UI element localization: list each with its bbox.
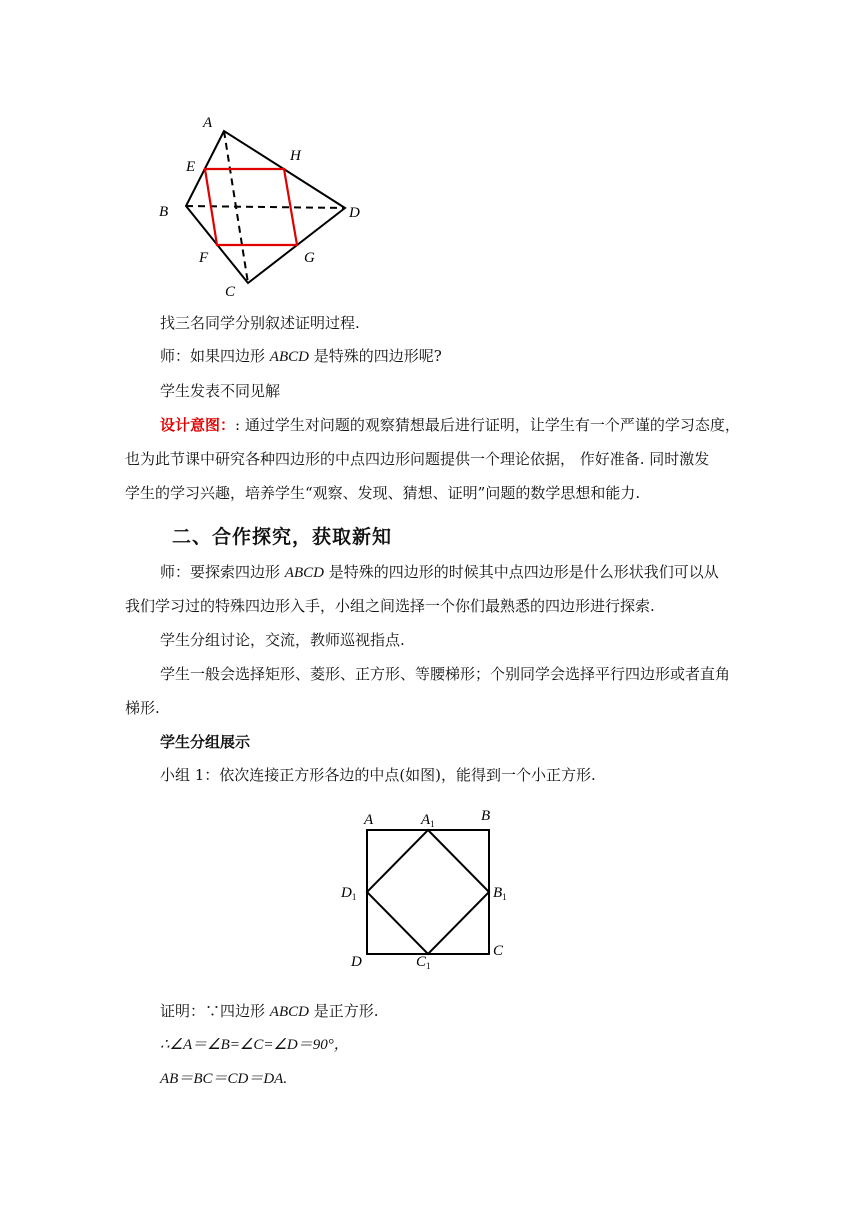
- label-c: C: [493, 943, 504, 959]
- label-f: F: [199, 250, 209, 266]
- square-midpoint-figure: [335, 805, 525, 975]
- quad-name: ABCD: [269, 349, 309, 365]
- paragraph-teacher-question: [160, 346, 442, 367]
- paragraph-group-discussion: 学生分组讨论，交流，教师巡视指点.: [160, 631, 405, 649]
- label-a: A: [203, 115, 213, 131]
- label-b1: [493, 885, 507, 902]
- paragraph-choice-line1: 学生一般会选择矩形、菱形、正方形、等腰梯形；个别同学会选择平行四边形或者直角: [160, 665, 731, 683]
- proof-line1: [160, 1001, 379, 1022]
- label-c: C: [225, 284, 236, 300]
- proof-prefix: 证明：∵四边形: [160, 1002, 270, 1020]
- teacher-explore-line2: 我们学习过的特殊四边形入手，小组之间选择一个你们最熟悉的四边形进行探索.: [125, 597, 655, 615]
- label-e: E: [186, 159, 196, 175]
- teacher-explore-line1: [160, 562, 719, 583]
- label-c1-sub: 1: [426, 961, 431, 971]
- paragraph-proof-call: 找三名同学分别叙述证明过程.: [160, 314, 360, 332]
- label-d1-main: D: [341, 885, 352, 901]
- paragraph-choice-line2: 梯形.: [125, 699, 160, 717]
- proof-line2: ∴∠A＝∠B=∠C=∠D＝90°，: [160, 1037, 349, 1053]
- paragraph-student-views: 学生发表不同见解: [160, 382, 281, 400]
- label-a1-sub: 1: [430, 819, 435, 829]
- label-d1-sub: 1: [351, 892, 357, 902]
- teacher-explore-prefix: 师：要探索四边形: [160, 563, 285, 581]
- label-d: D: [351, 954, 362, 970]
- quadrilateral-midpoint-figure: [150, 105, 380, 305]
- label-b: B: [481, 808, 491, 824]
- label-c1: [416, 954, 431, 971]
- design-intent-line1: [160, 415, 740, 435]
- inner-square: [367, 830, 489, 954]
- proof-suffix: 是正方形.: [308, 1002, 379, 1020]
- label-b1-sub: 1: [502, 892, 507, 902]
- design-intent-line2: 也为此节课中研究各种四边形的中点四边形问题提供一个理论依据， 作好准备. 同时激发: [125, 450, 710, 468]
- label-b1-main: B: [493, 885, 503, 901]
- teacher-question-prefix: 师：如果四边形: [160, 347, 270, 365]
- teacher-explore-suffix: 是特殊的四边形的时候其中点四边形是什么形状我们可以从: [323, 563, 719, 581]
- proof-line3: AB＝BC＝CD＝DA.: [160, 1071, 288, 1087]
- label-d1: [340, 885, 356, 902]
- label-c1-main: C: [416, 954, 427, 970]
- label-a1-main: A: [421, 812, 431, 828]
- quad-name-2: ABCD: [284, 565, 324, 581]
- label-b: B: [159, 204, 169, 220]
- section-heading-2: 二、合作探究，获取新知: [172, 526, 393, 548]
- label-h: H: [290, 148, 301, 164]
- quad-name-3: ABCD: [269, 1004, 309, 1020]
- group-show-title: 学生分组展示: [160, 733, 251, 751]
- design-intent-text1: : 通过学生对问题的观察猜想最后进行证明，让学生有一个严谨的学习态度，: [235, 416, 740, 434]
- design-intent-label: 设计意图：: [160, 416, 236, 434]
- label-a1: [420, 812, 435, 829]
- group1-description: 小组 1：依次连接正方形各边的中点(如图)，能得到一个小正方形.: [160, 766, 596, 784]
- teacher-question-suffix: 是特殊的四边形呢?: [308, 347, 442, 365]
- label-d: D: [349, 205, 360, 221]
- square-abcd: [367, 830, 489, 954]
- label-g: G: [304, 250, 315, 266]
- label-a: A: [364, 812, 374, 828]
- design-intent-line3: 学生的学习兴趣，培养学生“观察、发现、猜想、证明”问题的数学思想和能力.: [125, 484, 641, 502]
